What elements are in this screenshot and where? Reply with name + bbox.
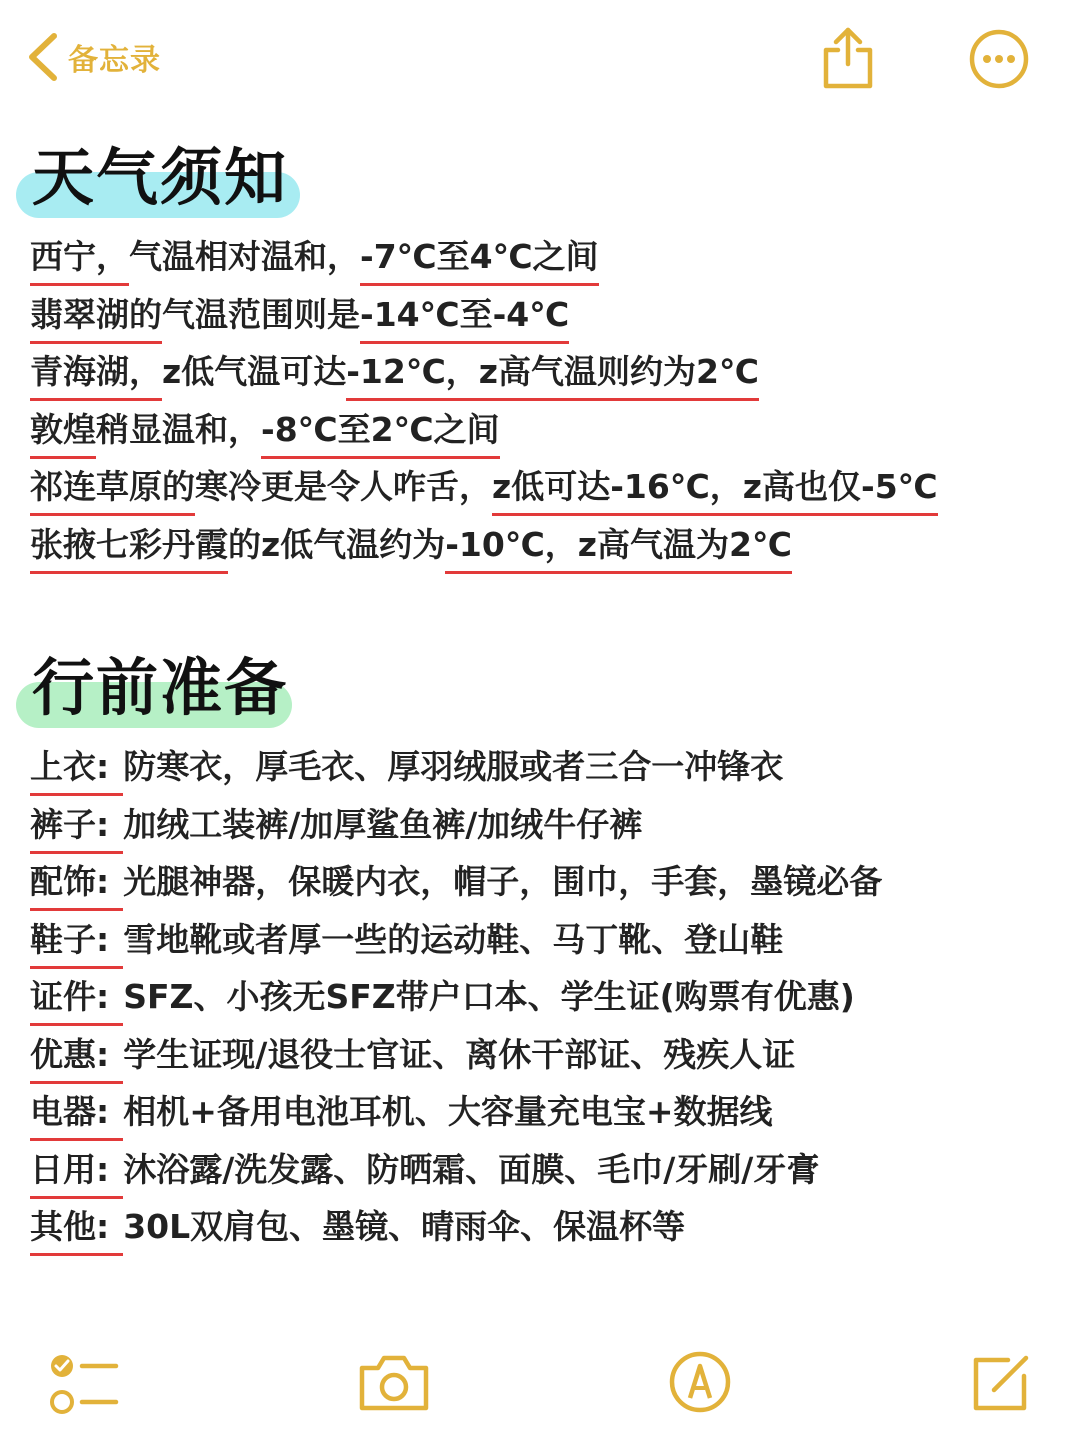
prep-item-key: 电器: <box>30 1086 123 1141</box>
weather-line <box>30 228 599 286</box>
chevron-left-icon <box>22 28 66 86</box>
compose-button[interactable] <box>968 1350 1034 1420</box>
top-nav-bar <box>0 0 1080 110</box>
back-label: 备忘录 <box>68 43 161 78</box>
underlined-text: 敦煌 <box>30 404 96 459</box>
weather-line <box>30 516 792 574</box>
prep-item <box>30 1141 819 1199</box>
checklist-icon <box>48 1352 120 1418</box>
share-icon <box>818 20 878 92</box>
underlined-text: -14℃至-4℃ <box>360 289 569 344</box>
line-text: 寒冷更是令人咋舌， <box>195 467 492 506</box>
prep-item-value: 30L双肩包、墨镜、晴雨伞、保温杯等 <box>123 1207 686 1246</box>
weather-line <box>30 458 938 516</box>
line-text: 气温相对温和， <box>129 237 360 276</box>
prep-item-value: 防寒衣，厚毛衣、厚羽绒服或者三合一冲锋衣 <box>123 747 784 786</box>
prep-item-value: SFZ、小孩无SFZ带户口本、学生证(购票有优惠) <box>123 977 855 1016</box>
underlined-text: 西宁， <box>30 231 129 286</box>
underlined-text: -8℃至2℃之间 <box>261 404 500 459</box>
underlined-text: 翡翠湖的 <box>30 289 162 344</box>
prep-item-value: 相机+备用电池耳机、大容量充电宝+数据线 <box>123 1092 773 1131</box>
back-button[interactable] <box>22 28 161 86</box>
camera-icon <box>356 1352 432 1412</box>
line-text: 稍显温和， <box>96 409 261 449</box>
share-button[interactable] <box>818 20 878 92</box>
prep-item-key: 配饰: <box>30 856 123 911</box>
prep-section-title <box>16 648 306 728</box>
prep-item-key: 优惠: <box>30 1029 123 1084</box>
line-text: z低气温可达 <box>162 352 347 391</box>
underlined-text: 青海湖， <box>30 346 162 401</box>
underlined-text: 张掖七彩丹霞 <box>30 519 228 574</box>
weather-line <box>30 343 759 401</box>
underlined-text: 祁连草原的 <box>30 461 195 516</box>
weather-section-title <box>16 138 306 218</box>
underlined-text: -7℃至4℃之间 <box>360 231 599 286</box>
checklist-button[interactable] <box>48 1352 120 1422</box>
markup-pen-icon <box>668 1350 732 1414</box>
camera-button[interactable] <box>356 1352 432 1416</box>
line-text: 的z低气温约为 <box>228 524 446 564</box>
prep-item-key: 鞋子: <box>30 914 123 969</box>
prep-item <box>30 796 642 854</box>
underlined-text: -12℃，z高气温则约为2℃ <box>346 346 759 401</box>
more-options-button[interactable] <box>968 28 1030 90</box>
prep-item <box>30 1026 795 1084</box>
prep-item-value: 雪地靴或者厚一些的运动鞋、马丁靴、登山鞋 <box>123 919 784 959</box>
prep-item-value: 学生证现/退役士官证、离休干部证、残疾人证 <box>123 1034 796 1074</box>
prep-item-value: 加绒工装裤/加厚鲨鱼裤/加绒牛仔裤 <box>123 804 643 844</box>
prep-item <box>30 738 783 796</box>
bottom-toolbar <box>0 1330 1080 1440</box>
prep-item-key: 日用: <box>30 1144 123 1199</box>
prep-item <box>30 853 882 911</box>
prep-item <box>30 968 855 1026</box>
weather-line <box>30 286 569 344</box>
underlined-text: -10℃，z高气温为2℃ <box>445 519 792 574</box>
prep-item <box>30 911 783 969</box>
prep-title: 行前准备 <box>32 651 289 724</box>
markup-button[interactable] <box>668 1350 732 1418</box>
underlined-text: z低可达-16℃，z高也仅-5℃ <box>492 461 938 516</box>
weather-title: 天气须知 <box>32 141 289 214</box>
weather-line <box>30 401 500 459</box>
compose-icon <box>968 1350 1034 1416</box>
line-text: 气温范围则是 <box>162 294 360 334</box>
prep-item-key: 其他: <box>30 1201 123 1256</box>
prep-item-key: 上衣: <box>30 741 123 796</box>
ellipsis-circle-icon <box>968 28 1030 90</box>
prep-item-key: 证件: <box>30 971 123 1026</box>
prep-item-key: 裤子: <box>30 799 123 854</box>
prep-item-value: 沐浴露/洗发露、防晒霜、面膜、毛巾/牙刷/牙膏 <box>123 1149 820 1189</box>
prep-item <box>30 1198 685 1256</box>
prep-item-value: 光腿神器，保暖内衣，帽子，围巾，手套，墨镜必备 <box>123 862 883 901</box>
prep-item <box>30 1083 773 1141</box>
